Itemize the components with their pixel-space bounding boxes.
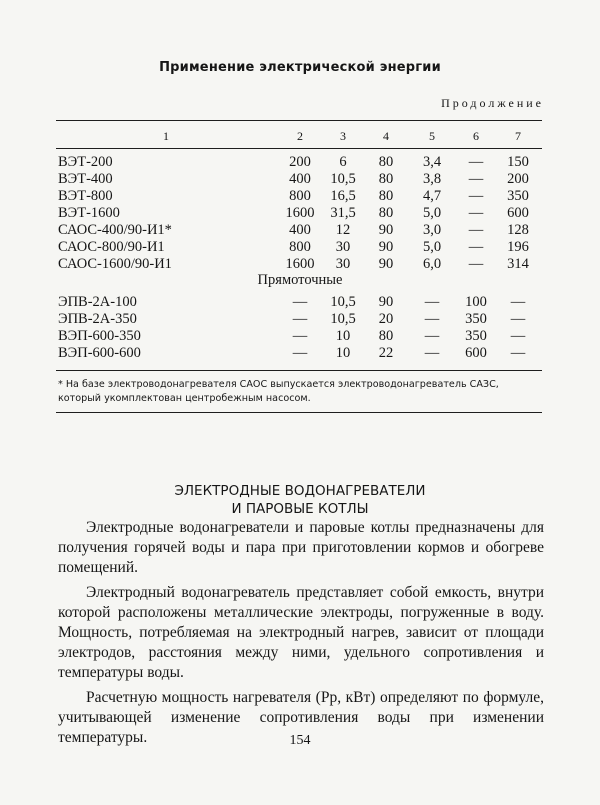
cell-col6: 350 [465,311,487,327]
cell-col3: 10 [335,345,351,361]
cell-col7: 150 [507,154,529,170]
cell-col3: 10,5 [330,294,356,310]
cell-col3: 6 [339,154,347,170]
column-number-3: 3 [340,129,346,143]
cell-col4: 80 [378,205,394,221]
cell-col6: — [468,154,484,170]
table-subheading: Прямоточные [257,272,343,288]
cell-col7: 196 [507,239,529,255]
column-number-4: 4 [383,129,389,143]
cell-col6: 100 [465,294,487,310]
cell-col5: — [424,311,440,327]
table-row [0,154,600,172]
cell-col4: 90 [378,256,394,272]
cell-col2: 800 [289,188,311,204]
cell-col5: — [424,345,440,361]
continuation-label: Продолжение [441,96,544,110]
table-bottom-rule [56,370,542,371]
cell-col7: 314 [507,256,529,272]
column-number-6: 6 [473,129,479,143]
cell-col5: 4,7 [422,188,442,204]
cell-col2: — [292,311,308,327]
cell-col6: — [468,222,484,238]
cell-col4: 22 [378,345,394,361]
cell-col4: 90 [378,294,394,310]
cell-col6: 600 [465,345,487,361]
cell-col4: 80 [378,188,394,204]
section-title [0,482,600,518]
cell-col2: 1600 [285,256,315,272]
paragraph: Расчетную мощность нагревателя (Рр, кВт) определяют по формуле, учитывающей изменение сопротивления воды при изменении температуры. [58,689,544,746]
page-header: Применение электрической энергии [159,60,441,75]
cell-col6: — [468,256,484,272]
cell-col6: — [468,205,484,221]
table-row [0,328,600,346]
cell-col7: 350 [507,188,529,204]
cell-col3: 10,5 [330,171,356,187]
model-name: ЭПВ-2А-100 [58,294,137,310]
table-header-rule [56,148,542,149]
cell-col2: — [292,328,308,344]
table-row [0,345,600,363]
model-name: ВЭП-600-350 [58,328,141,344]
cell-col3: 12 [335,222,351,238]
model-name: ВЭП-600-600 [58,345,141,361]
cell-col2: 1600 [285,205,315,221]
cell-col7: — [510,294,526,310]
body-text [58,518,544,753]
cell-col6: — [468,239,484,255]
table-row [0,294,600,312]
model-name: ВЭТ-800 [58,188,113,204]
table-row [0,205,600,223]
cell-col2: 400 [289,171,311,187]
column-number-7: 7 [515,129,521,143]
cell-col2: 400 [289,222,311,238]
cell-col5: 6,0 [422,256,442,272]
column-number-1: 1 [163,129,169,143]
model-name: ЭПВ-2А-350 [58,311,137,327]
cell-col4: 80 [378,171,394,187]
cell-col2: 800 [289,239,311,255]
cell-col5: 3,8 [422,171,442,187]
page-number: 154 [289,733,311,748]
cell-col3: 10,5 [330,311,356,327]
model-name: ВЭТ-200 [58,154,113,170]
cell-col4: 90 [378,239,394,255]
cell-col7: 128 [507,222,529,238]
cell-col7: 200 [507,171,529,187]
paragraph: Электродный водонагреватель представляет собой емкость, внутри которой расположены металлические электроды, погруженные в воду. Мощность, потребляемая на электродный нагрев, зависит от площади электродов, расстояния между ними, удельного сопротивления и температуры воды. [58,584,544,681]
cell-col5: 5,0 [422,205,442,221]
table-row [0,222,600,240]
cell-col6: 350 [465,328,487,344]
table-top-rule [56,120,542,121]
table-row [0,311,600,329]
cell-col4: 80 [378,154,394,170]
cell-col6: — [468,171,484,187]
cell-col7: — [510,345,526,361]
table-row [0,171,600,189]
model-name: ВЭТ-1600 [58,205,120,221]
cell-col2: 200 [289,154,311,170]
cell-col3: 30 [335,256,351,272]
footnote-rule [56,412,542,413]
column-number-2: 2 [297,129,303,143]
paragraph: Электродные водонагреватели и паровые котлы предназначены для получения горячей воды и пара при приготовлении кормов и обогреве помещений. [58,519,544,576]
section-title-line-1: ЭЛЕКТРОДНЫЕ ВОДОНАГРЕВАТЕЛИ [174,483,426,499]
cell-col5: 5,0 [422,239,442,255]
section-title-line-2: И ПАРОВЫЕ КОТЛЫ [231,501,369,517]
cell-col2: — [292,294,308,310]
cell-col3: 30 [335,239,351,255]
table-row [0,239,600,257]
cell-col3: 16,5 [330,188,356,204]
model-name: ВЭТ-400 [58,171,113,187]
table-row [0,188,600,206]
cell-col7: — [510,311,526,327]
cell-col3: 10 [335,328,351,344]
cell-col4: 20 [378,311,394,327]
cell-col4: 80 [378,328,394,344]
model-name: САОС-800/90-И1 [58,239,165,255]
cell-col4: 90 [378,222,394,238]
cell-col5: — [424,294,440,310]
cell-col6: — [468,188,484,204]
cell-col5: 3,4 [422,154,442,170]
cell-col2: — [292,345,308,361]
footnote: * На базе электроводонагревателя САОС выпускается электроводонагреватель САЗС, который укомплектован центробежным насосом. [58,379,499,404]
model-name: САОС-1600/90-И1 [58,256,172,272]
cell-col7: 600 [507,205,529,221]
cell-col5: 3,0 [422,222,442,238]
cell-col7: — [510,328,526,344]
cell-col5: — [424,328,440,344]
cell-col3: 31,5 [330,205,356,221]
model-name: САОС-400/90-И1* [58,222,172,238]
column-number-5: 5 [429,129,435,143]
